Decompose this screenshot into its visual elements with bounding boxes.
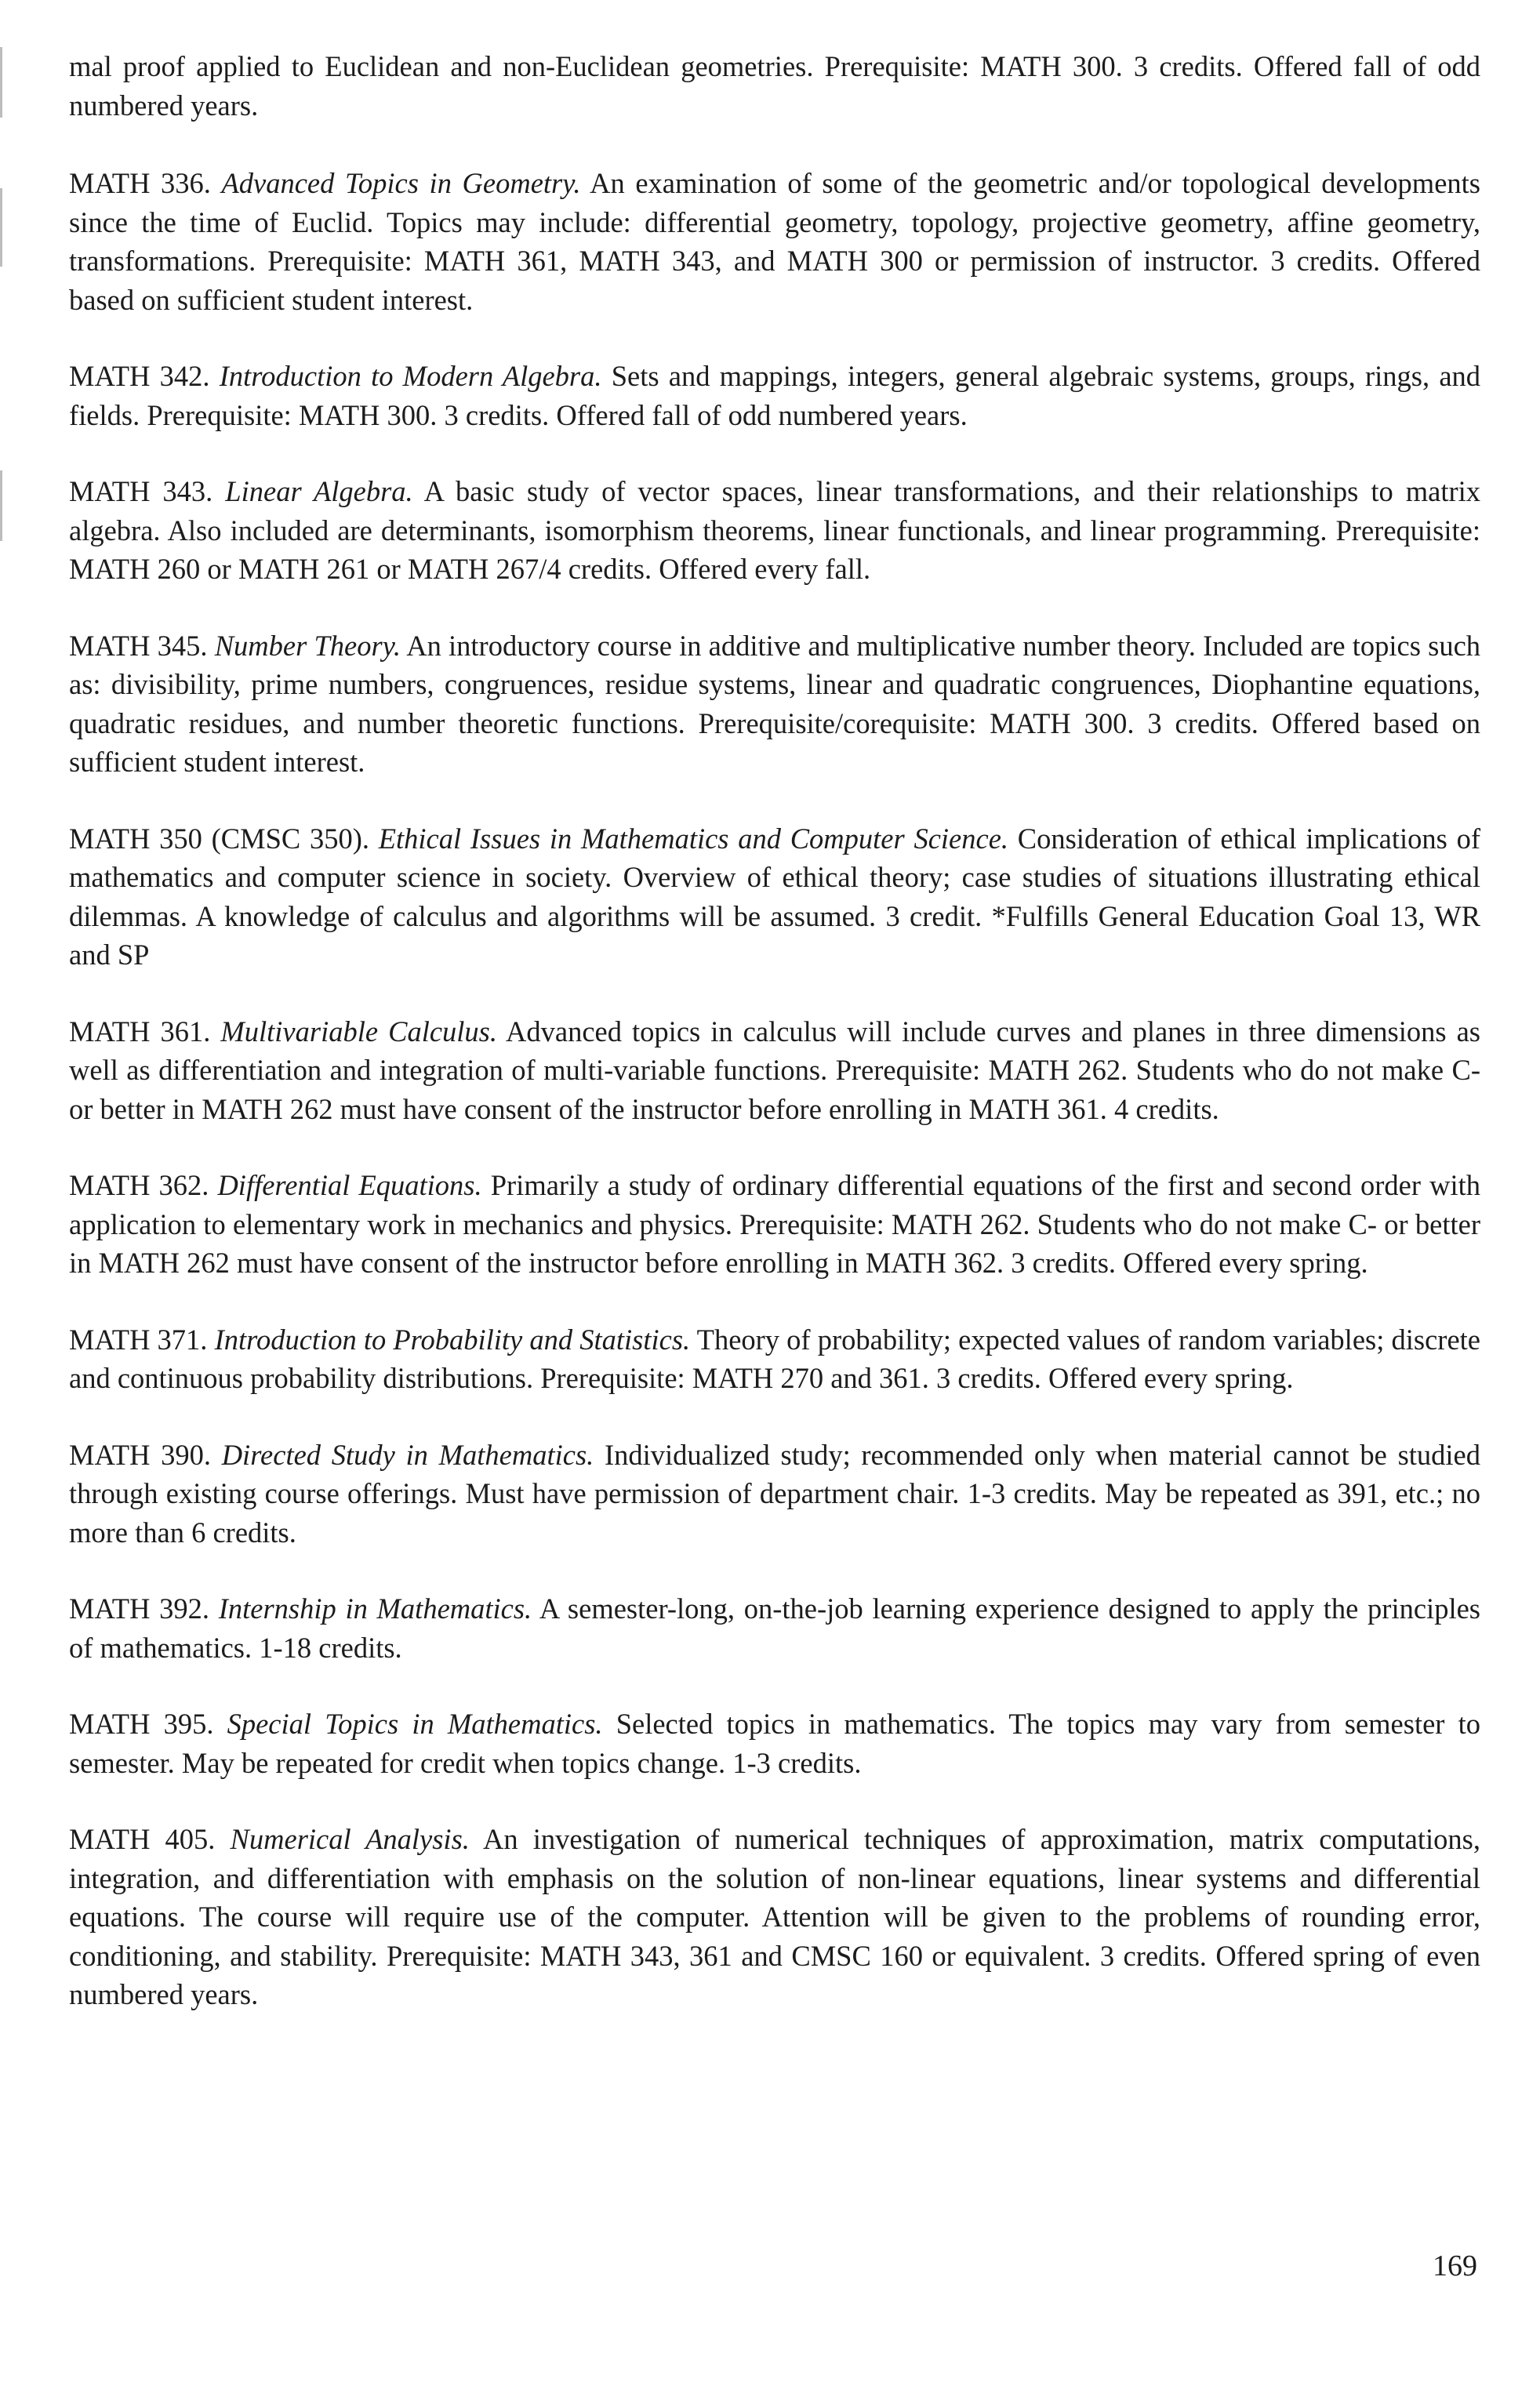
- course-code: MATH 350 (CMSC 350).: [69, 822, 369, 855]
- course-entry: [69, 1820, 1480, 2014]
- course-title: Numerical Analysis.: [230, 1823, 470, 1855]
- course-entry: [69, 819, 1480, 975]
- continued-course-description: [69, 47, 1480, 125]
- continuation-text: mal proof applied to Euclidean and non-Euclidean geometries. Prerequisite: MATH 300. 3 credits. Offered fall of odd numbered years.: [69, 50, 1480, 122]
- course-description: Individualized study; recommended only when material cannot be studied through existing course offerings. Must have permission of department chair. 1-3 credits. May be repeated as 391, etc.; no more than 6 credits.: [69, 1438, 1481, 1549]
- course-title: Advanced Topics in Geometry.: [221, 167, 581, 199]
- course-code: MATH 392.: [69, 1592, 209, 1625]
- course-entry: [69, 626, 1480, 782]
- course-code: MATH 362.: [69, 1169, 209, 1201]
- course-title: Directed Study in Mathematics.: [221, 1438, 594, 1471]
- scan-edge-mark: [0, 470, 2, 541]
- course-description: An investigation of numerical techniques of approximation, matrix computations, integration, and differentiation with emphasis on the solution of non-linear equations, linear systems and differential equations. The course will require use of the computer. Attention will be given to the problems of rounding error, conditioning, and stability. Prerequisite: MATH 343, 361 and CMSC 160 or equivalent. 3 credits. Offered spring of even numbered years.: [69, 1823, 1480, 2010]
- course-title: Ethical Issues in Mathematics and Computer Science.: [378, 822, 1009, 855]
- course-title: Introduction to Modern Algebra.: [219, 360, 602, 392]
- scan-edge-mark: [0, 47, 2, 118]
- course-entry: [69, 1589, 1480, 1667]
- course-description: Advanced topics in calculus will include curves and planes in three dimensions as well as differentiation and integration of multi-variable functions. Prerequisite: MATH 262. Students who do not make C- or better in MATH 262 must have consent of the instructor before enrolling in MATH 361. 4 credits.: [69, 1015, 1480, 1125]
- course-description: Theory of probability; expected values of random variables; discrete and continuous probability distributions. Prerequisite: MATH 270 and 361. 3 credits. Offered every spring.: [69, 1323, 1480, 1394]
- course-entry: [69, 1320, 1480, 1398]
- course-entry: [69, 472, 1480, 589]
- course-description: Consideration of ethical implications of mathematics and computer science in society. Overview of ethical theory; case studies of situations illustrating ethical dilemmas. A knowledge of calculus and algorithms will be assumed. 3 credit. *Fulfills General Education Goal 13, WR and SP: [69, 822, 1480, 971]
- course-title: Introduction to Probability and Statistics.: [214, 1323, 691, 1356]
- catalog-page: [69, 47, 1480, 2052]
- course-entry: [69, 1436, 1480, 1552]
- course-code: MATH 371.: [69, 1323, 208, 1356]
- course-entry: [69, 1705, 1480, 1782]
- course-description: An examination of some of the geometric and/or topological developments since the time of Euclid. Topics may include: differential geometry, topology, projective geometry, affine geometry, transformations. Prerequisite: MATH 361, MATH 343, and MATH 300 or permission of instructor. 3 credits. Offered based on sufficient student interest.: [69, 167, 1480, 316]
- course-title: Multivariable Calculus.: [220, 1015, 498, 1048]
- course-title: Linear Algebra.: [225, 475, 413, 507]
- course-title: Number Theory.: [214, 629, 401, 662]
- course-code: MATH 395.: [69, 1708, 214, 1740]
- course-code: MATH 390.: [69, 1438, 211, 1471]
- course-description: Primarily a study of ordinary differential equations of the first and second order with application to elementary work in mechanics and physics. Prerequisite: MATH 262. Students who do not make C- or better in MATH 262 must have consent of the instructor before enrolling in MATH 362. 3 credits. Offered every spring.: [69, 1169, 1480, 1279]
- course-code: MATH 345.: [69, 629, 208, 662]
- course-entry: [69, 357, 1480, 434]
- course-code: MATH 343.: [69, 475, 213, 507]
- course-entry: [69, 1166, 1480, 1283]
- course-description: A basic study of vector spaces, linear transformations, and their relationships to matrix algebra. Also included are determinants, isomorphism theorems, linear functionals, and linear programming. Prerequisite: MATH 260 or MATH 261 or MATH 267/4 credits. Offered every fall.: [69, 475, 1481, 585]
- course-code: MATH 336.: [69, 167, 211, 199]
- course-description: Selected topics in mathematics. The topics may vary from semester to semester. May be repeated for credit when topics change. 1-3 credits.: [69, 1708, 1480, 1779]
- course-entry: [69, 164, 1480, 319]
- course-title: Differential Equations.: [217, 1169, 482, 1201]
- course-description: A semester-long, on-the-job learning experience designed to apply the principles of mathematics. 1-18 credits.: [69, 1592, 1480, 1664]
- course-entry: [69, 1012, 1480, 1129]
- course-description: An introductory course in additive and multiplicative number theory. Included are topics such as: divisibility, prime numbers, congruences, residue systems, linear and quadratic congruences, Diophantine equations, quadratic residues, and number theoretic functions. Prerequisite/corequisite: MATH 300. 3 credits. Offered based on sufficient student interest.: [69, 629, 1481, 778]
- course-code: MATH 405.: [69, 1823, 216, 1855]
- scan-edge-mark: [0, 188, 2, 267]
- course-code: MATH 342.: [69, 360, 210, 392]
- course-description: Sets and mappings, integers, general algebraic systems, groups, rings, and fields. Prerequisite: MATH 300. 3 credits. Offered fall of odd numbered years.: [69, 360, 1481, 431]
- course-code: MATH 361.: [69, 1015, 211, 1048]
- course-title: Special Topics in Mathematics.: [227, 1708, 603, 1740]
- page-number: 169: [1433, 2249, 1477, 2282]
- course-title: Internship in Mathematics.: [218, 1592, 532, 1625]
